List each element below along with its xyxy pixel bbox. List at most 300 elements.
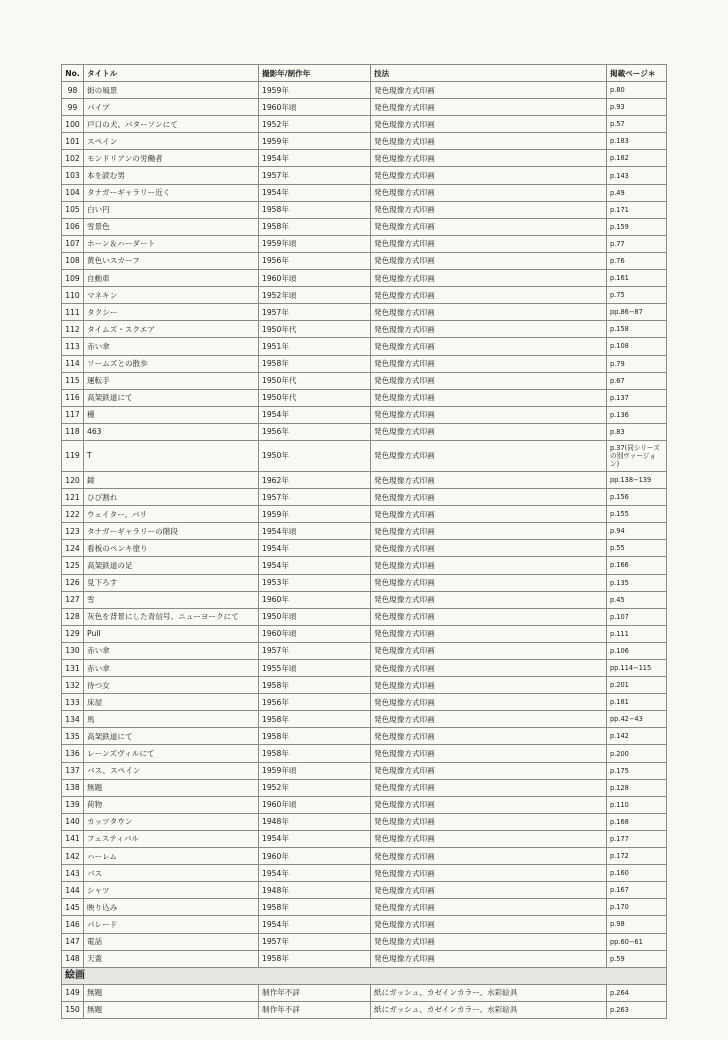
- cell-year: 1950年代: [259, 372, 371, 389]
- cell-year: 1948年: [259, 882, 371, 899]
- table-row: [62, 984, 667, 1001]
- cell-title: タナガーギャラリーの階段: [84, 523, 259, 540]
- table-row: [62, 540, 667, 557]
- cell-page: p.170: [607, 899, 667, 916]
- cell-no: 106: [62, 218, 84, 235]
- table-row: [62, 711, 667, 728]
- table-row: [62, 882, 667, 899]
- cell-page: p.106: [607, 642, 667, 659]
- cell-no: 143: [62, 865, 84, 882]
- cell-title: レーンズヴィルにて: [84, 745, 259, 762]
- table-row: [62, 830, 667, 847]
- cell-year: 1957年: [259, 642, 371, 659]
- table-row: [62, 235, 667, 252]
- header-technique: 技法: [371, 65, 607, 82]
- cell-technique: 発色現像方式印画: [371, 796, 607, 813]
- table-row: [62, 762, 667, 779]
- cell-title: ウェイター、パリ: [84, 506, 259, 523]
- cell-title: 荷物: [84, 796, 259, 813]
- cell-no: 124: [62, 540, 84, 557]
- cell-technique: 発色現像方式印画: [371, 355, 607, 372]
- cell-technique: 発色現像方式印画: [371, 830, 607, 847]
- cell-year: 1960年頃: [259, 270, 371, 287]
- cell-page: p.158: [607, 321, 667, 338]
- cell-technique: 発色現像方式印画: [371, 728, 607, 745]
- cell-title: 馬: [84, 711, 259, 728]
- cell-no: 132: [62, 677, 84, 694]
- cell-no: 98: [62, 82, 84, 99]
- cell-no: 138: [62, 779, 84, 796]
- table-row: [62, 660, 667, 677]
- cell-page: p.108: [607, 338, 667, 355]
- cell-technique: 発色現像方式印画: [371, 950, 607, 967]
- cell-technique: 発色現像方式印画: [371, 813, 607, 830]
- cell-page: p.181: [607, 694, 667, 711]
- cell-no: 148: [62, 950, 84, 967]
- table-row: [62, 489, 667, 506]
- table-row: [62, 99, 667, 116]
- table-row: [62, 440, 667, 471]
- cell-no: 113: [62, 338, 84, 355]
- table-row: [62, 608, 667, 625]
- cell-title: 高架鉄道にて: [84, 728, 259, 745]
- cell-year: 1958年: [259, 745, 371, 762]
- cell-technique: 発色現像方式印画: [371, 916, 607, 933]
- cell-title: ハーレム: [84, 848, 259, 865]
- cell-year: 1959年: [259, 133, 371, 150]
- cell-year: 1962年: [259, 471, 371, 488]
- table-row: [62, 916, 667, 933]
- cell-page: p.128: [607, 779, 667, 796]
- cell-no: 125: [62, 557, 84, 574]
- cell-no: 109: [62, 270, 84, 287]
- cell-page: p.93: [607, 99, 667, 116]
- table-row: [62, 728, 667, 745]
- cell-technique: 発色現像方式印画: [371, 779, 607, 796]
- cell-no: 116: [62, 389, 84, 406]
- table-row: [62, 899, 667, 916]
- table-row: [62, 677, 667, 694]
- cell-title: 街の風景: [84, 82, 259, 99]
- cell-no: 104: [62, 184, 84, 201]
- cell-technique: 紙にガッシュ、カゼインカラー、水彩絵具: [371, 1001, 607, 1018]
- cell-title: マネキン: [84, 287, 259, 304]
- cell-year: 1959年頃: [259, 762, 371, 779]
- cell-year: 1954年: [259, 916, 371, 933]
- table-row: [62, 184, 667, 201]
- cell-no: 140: [62, 813, 84, 830]
- cell-title: バス: [84, 865, 259, 882]
- cell-year: 1959年頃: [259, 235, 371, 252]
- table-row: [62, 372, 667, 389]
- cell-page: p.168: [607, 813, 667, 830]
- cell-technique: 発色現像方式印画: [371, 574, 607, 591]
- table-row: [62, 796, 667, 813]
- cell-page: p.200: [607, 745, 667, 762]
- cell-year: 1952年: [259, 116, 371, 133]
- table-row: [62, 133, 667, 150]
- cell-title: 無題: [84, 1001, 259, 1018]
- cell-no: 110: [62, 287, 84, 304]
- cell-year: 1954年: [259, 557, 371, 574]
- cell-title: 高架鉄道にて: [84, 389, 259, 406]
- cell-page: p.98: [607, 916, 667, 933]
- cell-page: p.182: [607, 150, 667, 167]
- catalog-table-sheet: [61, 64, 666, 1019]
- cell-year: 1956年: [259, 252, 371, 269]
- cell-year: 1950年代: [259, 389, 371, 406]
- cell-title: 待つ女: [84, 677, 259, 694]
- header-title: タイトル: [84, 65, 259, 82]
- cell-page: p.135: [607, 574, 667, 591]
- cell-technique: 発色現像方式印画: [371, 848, 607, 865]
- cell-technique: 発色現像方式印画: [371, 489, 607, 506]
- cell-title: 高架鉄道の足: [84, 557, 259, 574]
- cell-page: p.59: [607, 950, 667, 967]
- cell-title: 雪景色: [84, 218, 259, 235]
- cell-title: ホーン＆ハーダート: [84, 235, 259, 252]
- section-title-painting: 絵画: [62, 967, 667, 984]
- section-header-row: [62, 967, 667, 984]
- cell-page: p.201: [607, 677, 667, 694]
- cell-year: 1960年頃: [259, 796, 371, 813]
- cell-title: 無題: [84, 984, 259, 1001]
- cell-no: 119: [62, 440, 84, 471]
- cell-page: p.177: [607, 830, 667, 847]
- cell-title: バス、スペイン: [84, 762, 259, 779]
- cell-page: p.142: [607, 728, 667, 745]
- table-row: [62, 338, 667, 355]
- cell-no: 120: [62, 471, 84, 488]
- cell-page: p.172: [607, 848, 667, 865]
- table-row: [62, 523, 667, 540]
- table-row: [62, 389, 667, 406]
- table-row: [62, 287, 667, 304]
- cell-title: 無題: [84, 779, 259, 796]
- cell-technique: 発色現像方式印画: [371, 865, 607, 882]
- header-page: 掲載ページ＊: [607, 65, 667, 82]
- cell-title: タナガーギャラリー近く: [84, 184, 259, 201]
- table-body-row-119: [62, 440, 667, 471]
- cell-technique: 発色現像方式印画: [371, 82, 607, 99]
- cell-no: 123: [62, 523, 84, 540]
- cell-technique: 発色現像方式印画: [371, 252, 607, 269]
- cell-no: 130: [62, 642, 84, 659]
- table-row: [62, 218, 667, 235]
- cell-technique: 発色現像方式印画: [371, 201, 607, 218]
- cell-technique: 発色現像方式印画: [371, 745, 607, 762]
- cell-technique: 発色現像方式印画: [371, 372, 607, 389]
- table-row: [62, 252, 667, 269]
- cell-technique: 発色現像方式印画: [371, 933, 607, 950]
- cell-title: 見下ろす: [84, 574, 259, 591]
- cell-title: フェスティバル: [84, 830, 259, 847]
- cell-page: p.136: [607, 406, 667, 423]
- cell-title: スペイン: [84, 133, 259, 150]
- cell-title: 463: [84, 423, 259, 440]
- cell-page: p.57: [607, 116, 667, 133]
- cell-title: 運転手: [84, 372, 259, 389]
- cell-technique: 発色現像方式印画: [371, 899, 607, 916]
- cell-page: p.161: [607, 270, 667, 287]
- cell-year: 1958年: [259, 728, 371, 745]
- cell-technique: 発色現像方式印画: [371, 471, 607, 488]
- cell-page: pp.60−61: [607, 933, 667, 950]
- cell-technique: 発色現像方式印画: [371, 762, 607, 779]
- cell-page: pp.42−43: [607, 711, 667, 728]
- cell-year: 1956年: [259, 694, 371, 711]
- cell-page: p.156: [607, 489, 667, 506]
- cell-page: p.160: [607, 865, 667, 882]
- table-row: [62, 116, 667, 133]
- cell-year: 1955年頃: [259, 660, 371, 677]
- cell-title: タクシー: [84, 304, 259, 321]
- cell-page: p.110: [607, 796, 667, 813]
- cell-no: 141: [62, 830, 84, 847]
- cell-no: 127: [62, 591, 84, 608]
- cell-technique: 発色現像方式印画: [371, 116, 607, 133]
- cell-title: T: [84, 440, 259, 471]
- cell-year: 1954年: [259, 406, 371, 423]
- cell-year: 1957年: [259, 489, 371, 506]
- cell-title: ひび割れ: [84, 489, 259, 506]
- cell-no: 112: [62, 321, 84, 338]
- cell-title: 天蓋: [84, 950, 259, 967]
- cell-no: 101: [62, 133, 84, 150]
- cell-no: 149: [62, 984, 84, 1001]
- cell-title: カッツタウン: [84, 813, 259, 830]
- cell-title: パイプ: [84, 99, 259, 116]
- cell-year: 1958年: [259, 201, 371, 218]
- cell-technique: 発色現像方式印画: [371, 557, 607, 574]
- cell-technique: 発色現像方式印画: [371, 287, 607, 304]
- cell-technique: 発色現像方式印画: [371, 150, 607, 167]
- cell-technique: 発色現像方式印画: [371, 167, 607, 184]
- cell-page: p.167: [607, 882, 667, 899]
- cell-page: p.183: [607, 133, 667, 150]
- cell-technique: 発色現像方式印画: [371, 608, 607, 625]
- cell-year: 1960年: [259, 848, 371, 865]
- cell-technique: 発色現像方式印画: [371, 660, 607, 677]
- cell-no: 147: [62, 933, 84, 950]
- cell-title: パレード: [84, 916, 259, 933]
- cell-page: p.67: [607, 372, 667, 389]
- cell-page: p.107: [607, 608, 667, 625]
- table-row: [62, 82, 667, 99]
- cell-technique: 発色現像方式印画: [371, 99, 607, 116]
- cell-no: 135: [62, 728, 84, 745]
- header-no: No.: [62, 65, 84, 82]
- table-row: [62, 423, 667, 440]
- table-row: [62, 506, 667, 523]
- cell-no: 142: [62, 848, 84, 865]
- cell-title: 黄色いスカーフ: [84, 252, 259, 269]
- cell-title: 灰色を背景にした青信号、ニューヨークにて: [84, 608, 259, 625]
- cell-no: 126: [62, 574, 84, 591]
- cell-year: 1954年: [259, 184, 371, 201]
- cell-no: 118: [62, 423, 84, 440]
- cell-technique: 発色現像方式印画: [371, 406, 607, 423]
- cell-title: 戸口の犬、パターソンにて: [84, 116, 259, 133]
- cell-no: 103: [62, 167, 84, 184]
- cell-page: p.49: [607, 184, 667, 201]
- cell-title: 自動車: [84, 270, 259, 287]
- cell-title: シャツ: [84, 882, 259, 899]
- cell-technique: 発色現像方式印画: [371, 694, 607, 711]
- cell-title: 雪: [84, 591, 259, 608]
- cell-title: ソームズとの散歩: [84, 355, 259, 372]
- cell-no: 136: [62, 745, 84, 762]
- cell-technique: 発色現像方式印画: [371, 423, 607, 440]
- cell-year: 1958年: [259, 218, 371, 235]
- cell-year: 1954年: [259, 865, 371, 882]
- table-row: [62, 557, 667, 574]
- table-row: [62, 745, 667, 762]
- cell-no: 146: [62, 916, 84, 933]
- cell-page: p.76: [607, 252, 667, 269]
- cell-no: 137: [62, 762, 84, 779]
- cell-year: 1958年: [259, 677, 371, 694]
- cell-year: 1952年頃: [259, 287, 371, 304]
- cell-year: 1954年: [259, 540, 371, 557]
- cell-title: 鏡: [84, 471, 259, 488]
- cell-technique: 発色現像方式印画: [371, 304, 607, 321]
- cell-year: 1954年: [259, 150, 371, 167]
- cell-no: 105: [62, 201, 84, 218]
- cell-technique: 発色現像方式印画: [371, 338, 607, 355]
- table-header-row: [62, 65, 667, 82]
- cell-technique: 発色現像方式印画: [371, 625, 607, 642]
- cell-title: 看板のペンキ塗り: [84, 540, 259, 557]
- cell-page: p.37(同シリーズの別ヴァージョン): [607, 440, 667, 471]
- cell-no: 128: [62, 608, 84, 625]
- cell-page: p.79: [607, 355, 667, 372]
- cell-no: 150: [62, 1001, 84, 1018]
- cell-page: p.75: [607, 287, 667, 304]
- cell-year: 制作年不詳: [259, 1001, 371, 1018]
- cell-technique: 紙にガッシュ、カゼインカラー、水彩絵具: [371, 984, 607, 1001]
- cell-technique: 発色現像方式印画: [371, 523, 607, 540]
- table-row: [62, 471, 667, 488]
- cell-page: p.143: [607, 167, 667, 184]
- table-row: [62, 848, 667, 865]
- cell-year: 1951年: [259, 338, 371, 355]
- cell-page: p.83: [607, 423, 667, 440]
- cell-no: 100: [62, 116, 84, 133]
- table-body-section: [62, 967, 667, 984]
- cell-technique: 発色現像方式印画: [371, 184, 607, 201]
- cell-no: 121: [62, 489, 84, 506]
- table-row: [62, 304, 667, 321]
- cell-technique: 発色現像方式印画: [371, 235, 607, 252]
- cell-no: 99: [62, 99, 84, 116]
- cell-technique: 発色現像方式印画: [371, 642, 607, 659]
- table-row: [62, 321, 667, 338]
- cell-title: 赤い傘: [84, 338, 259, 355]
- table-row: [62, 150, 667, 167]
- cell-no: 111: [62, 304, 84, 321]
- cell-page: p.80: [607, 82, 667, 99]
- cell-page: p.111: [607, 625, 667, 642]
- cell-title: 白い円: [84, 201, 259, 218]
- table-body-photographs-b: [62, 471, 667, 967]
- cell-no: 139: [62, 796, 84, 813]
- cell-year: 1948年: [259, 813, 371, 830]
- cell-year: 1954年: [259, 830, 371, 847]
- cell-page: p.45: [607, 591, 667, 608]
- cell-year: 1958年: [259, 950, 371, 967]
- table-row: [62, 625, 667, 642]
- table-row: [62, 865, 667, 882]
- cell-title: 床屋: [84, 694, 259, 711]
- cell-no: 107: [62, 235, 84, 252]
- cell-page: pp.138−139: [607, 471, 667, 488]
- cell-technique: 発色現像方式印画: [371, 218, 607, 235]
- table-row: [62, 591, 667, 608]
- cell-year: 1958年: [259, 355, 371, 372]
- cell-no: 144: [62, 882, 84, 899]
- cell-page: p.159: [607, 218, 667, 235]
- cell-page: p.155: [607, 506, 667, 523]
- cell-technique: 発色現像方式印画: [371, 540, 607, 557]
- cell-year: 1960年: [259, 591, 371, 608]
- cell-title: 赤い傘: [84, 660, 259, 677]
- cell-year: 1959年: [259, 506, 371, 523]
- cell-year: 1960年頃: [259, 625, 371, 642]
- cell-title: 赤い傘: [84, 642, 259, 659]
- cell-page: p.263: [607, 1001, 667, 1018]
- cell-no: 115: [62, 372, 84, 389]
- cell-year: 1954年頃: [259, 523, 371, 540]
- cell-page: p.166: [607, 557, 667, 574]
- table-row: [62, 574, 667, 591]
- cell-no: 117: [62, 406, 84, 423]
- cell-year: 1950年頃: [259, 608, 371, 625]
- cell-year: 1957年: [259, 933, 371, 950]
- cell-page: p.264: [607, 984, 667, 1001]
- cell-year: 1960年頃: [259, 99, 371, 116]
- cell-title: モンドリアンの労働者: [84, 150, 259, 167]
- table-row: [62, 642, 667, 659]
- table-row: [62, 167, 667, 184]
- cell-technique: 発色現像方式印画: [371, 677, 607, 694]
- cell-technique: 発色現像方式印画: [371, 440, 607, 471]
- cell-technique: 発色現像方式印画: [371, 133, 607, 150]
- cell-title: Pull: [84, 625, 259, 642]
- cell-technique: 発色現像方式印画: [371, 270, 607, 287]
- header-year: 撮影年/制作年: [259, 65, 371, 82]
- cell-page: p.137: [607, 389, 667, 406]
- cell-page: p.175: [607, 762, 667, 779]
- cell-page: pp.114−115: [607, 660, 667, 677]
- cell-technique: 発色現像方式印画: [371, 591, 607, 608]
- cell-page: p.77: [607, 235, 667, 252]
- cell-year: 1959年: [259, 82, 371, 99]
- cell-technique: 発色現像方式印画: [371, 882, 607, 899]
- cell-year: 1953年: [259, 574, 371, 591]
- cell-no: 133: [62, 694, 84, 711]
- cell-no: 129: [62, 625, 84, 642]
- cell-page: p.94: [607, 523, 667, 540]
- table-row: [62, 779, 667, 796]
- cell-year: 1956年: [259, 423, 371, 440]
- table-row: [62, 933, 667, 950]
- cell-technique: 発色現像方式印画: [371, 506, 607, 523]
- table-row: [62, 270, 667, 287]
- cell-year: 1957年: [259, 304, 371, 321]
- cell-title: 映り込み: [84, 899, 259, 916]
- cell-year: 1950年: [259, 440, 371, 471]
